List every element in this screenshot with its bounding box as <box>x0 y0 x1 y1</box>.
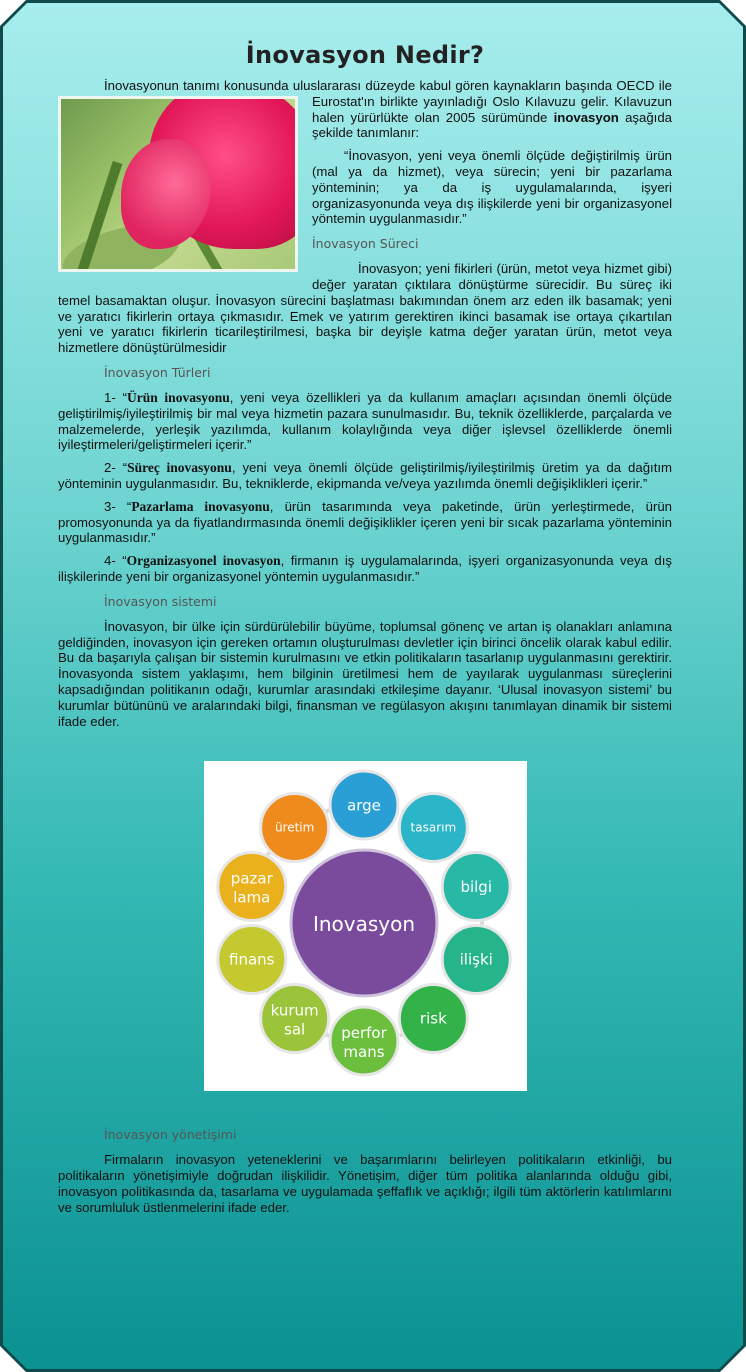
center-label: Inovasyon <box>312 912 415 937</box>
diagram-svg <box>204 761 527 1091</box>
diagram-node <box>260 794 328 862</box>
diagram-node <box>330 771 398 839</box>
tur-item: 4- “Organizasyonel inovasyon, firmanın iş uygulamalarında, işyeri organizasyonunda veya dış ilişkilerinde yeni bir organizasyonel yöntemin uygulanmasıdır.” <box>58 553 672 584</box>
node-label: pazar <box>230 869 273 888</box>
node-label: tasarım <box>410 821 456 836</box>
tur-term: Süreç inovasyonu <box>127 460 232 476</box>
intro-text: İnovasyonun tanımı konusunda uluslararası düzeyde kabul gören kaynakların başında OECD ile Eurostat'ın birlikte yayınladığı Oslo Kılavuzu gelir. Kılavuzun halen yürürlükte olan 2005 sürümünde <box>104 78 672 125</box>
tur-term: Ürün inovasyonu <box>127 389 230 405</box>
tur-item: 1- “Ürün inovasyonu, yeni veya özellikleri ya da kullanım amaçları açısından önemli ölçüde geliştirilmiş/iyileştirilmiş bir mal veya hizmetin pazara sunulmasıdır. Bu, teknik özelliklerde, parçalarda ve malzemelerde, yerleşik yazılımda, kullanım kolaylığında veya diğer işlevsel özelliklerde önemli iyileştirmeleri/geliştirmeleri içerir.” <box>58 389 673 453</box>
diagram-node <box>442 853 510 921</box>
heading-yonetisim: İnovasyon yönetişimi <box>104 1127 237 1143</box>
sistem-text: İnovasyon, bir ülke için sürdürülebilir büyüme, toplumsal gönenç ve artan iş olanakları anlamına geldiğinden, inovasyon için gereken ortamın oluşturulması devletler için birinci öncelik olarak kabul edilir. Bu da başarıyla çalışan bir sistemin kurulmasını ve etkin politikaların tasarlanıp uygulanmasını gerektirir. İnovasyonda sistem yaklaşımı, hem bilginin üretilmesi hem de yayılarak uygulanması süreçlerini kapsadığından politikanın odağı, kurumlar arasındaki etkileşime dayanır. ‘Ulusal inovasyon sistemi’ bu kurumlar bütününü ve aralarındaki bilgi, finansman ve regülasyon akışını tanımlayan dinamik bir sistemi ifade eder. <box>58 618 672 729</box>
node-label: bilgi <box>459 878 492 897</box>
yonetisim-text: Firmaların inovasyon yeteneklerini ve başarımlarını belirleyen politikaların etkinliği, bu politikaların yönetişimiyle doğrudan ilişkilidir. Yönetişim, diğer tüm politika alanlarında olduğu gibi, inovasyon politikasında da, tasarlama ve uygulamada şeffaflık ve açıklığı; ilgili tüm aktörlerin katılımlarını ve sorumluluk üstlenmelerini ifade eder. <box>58 1152 672 1215</box>
intro-text-end: aşağıda şekilde tanımlanır: <box>312 109 673 141</box>
definition-quote: “İnovasyon, yeni veya önemli ölçüde değiştirilmiş ürün (mal ya da hizmet), veya sürecin; yeni bir pazarlama yönteminin; ya da iş uygulamalarında, işyeri organizasyonunda veya dış ilişkilerde yeni bir organizasyonel yöntemin uygulanmasıdır.” <box>312 148 672 227</box>
diagram-node <box>260 985 328 1053</box>
heading-sistem: İnovasyon sistemi <box>104 593 217 609</box>
innovation-diagram <box>204 761 527 1091</box>
node-label: risk <box>419 1010 447 1029</box>
diagram-node <box>217 926 285 994</box>
heading-surec: İnovasyon Süreci <box>312 236 419 252</box>
rose-photo <box>58 96 298 272</box>
diagram-node <box>330 1007 398 1075</box>
diagram-node <box>399 794 467 862</box>
node-label: ilişki <box>459 951 493 970</box>
intro-section <box>58 78 672 356</box>
node-label: lama <box>232 888 270 907</box>
tur-term: Organizasyonel inovasyon <box>126 553 281 569</box>
tur-item: 3- “Pazarlama inovasyonu, ürün tasarımında veya paketinde, ürün yerleştirmede, ürün promosyonunda ya da fiyatlandırmasında önemli değişiklikler içeren yeni bir sıcak pazarlama yönteminin uygulanmasıdır.” <box>58 498 673 546</box>
page-title: İnovasyon Nedir? <box>245 41 485 69</box>
heading-turler: İnovasyon Türleri <box>104 364 211 380</box>
intro-bold: inovasyon <box>553 109 619 125</box>
tur-item: 2- “Süreç inovasyonu, yeni veya önemli ölçüde geliştirilmiş/iyileştirilmiş üretim ya da dağıtım yönteminin uygulanmasıdır. Bu, tekniklerde, ekipmanda ve/veya yazılımda önemli değişiklikleri içerir.” <box>58 460 673 491</box>
node-label: sal <box>283 1020 305 1039</box>
surec-text: İnovasyon; yeni fikirleri (ürün, metot veya hizmet gibi) değer yaratan çıktılara dönüştürme sürecidir. Bu süreç iki temel basamaktan oluşur. İnovasyon sürecini başlatması bakımından önem arz eden ilk basamak; yeni ve yaratıcı fikirlerin ortaya çıkmasıdır. Emek ve yatırım gerektiren ikinci basamak ise ortaya çıkartılan yeni ve yaratıcı fikirlerin ticarileştirilmesi, başka bir deyişle katma değer yaratan ürün, metot veya hizmetlere dönüştürülmesidir <box>58 261 672 356</box>
article <box>58 40 672 1215</box>
diagram-node <box>217 853 285 921</box>
node-label: finans <box>228 951 275 970</box>
tur-term: Pazarlama inovasyonu <box>131 498 270 514</box>
node-label: arge <box>346 796 381 815</box>
node-label: kurum <box>270 1001 319 1020</box>
node-label: mans <box>342 1043 385 1062</box>
node-label: üretim <box>274 821 314 836</box>
diagram-node <box>399 985 467 1053</box>
node-label: perfor <box>340 1024 387 1043</box>
diagram-node <box>442 926 510 994</box>
